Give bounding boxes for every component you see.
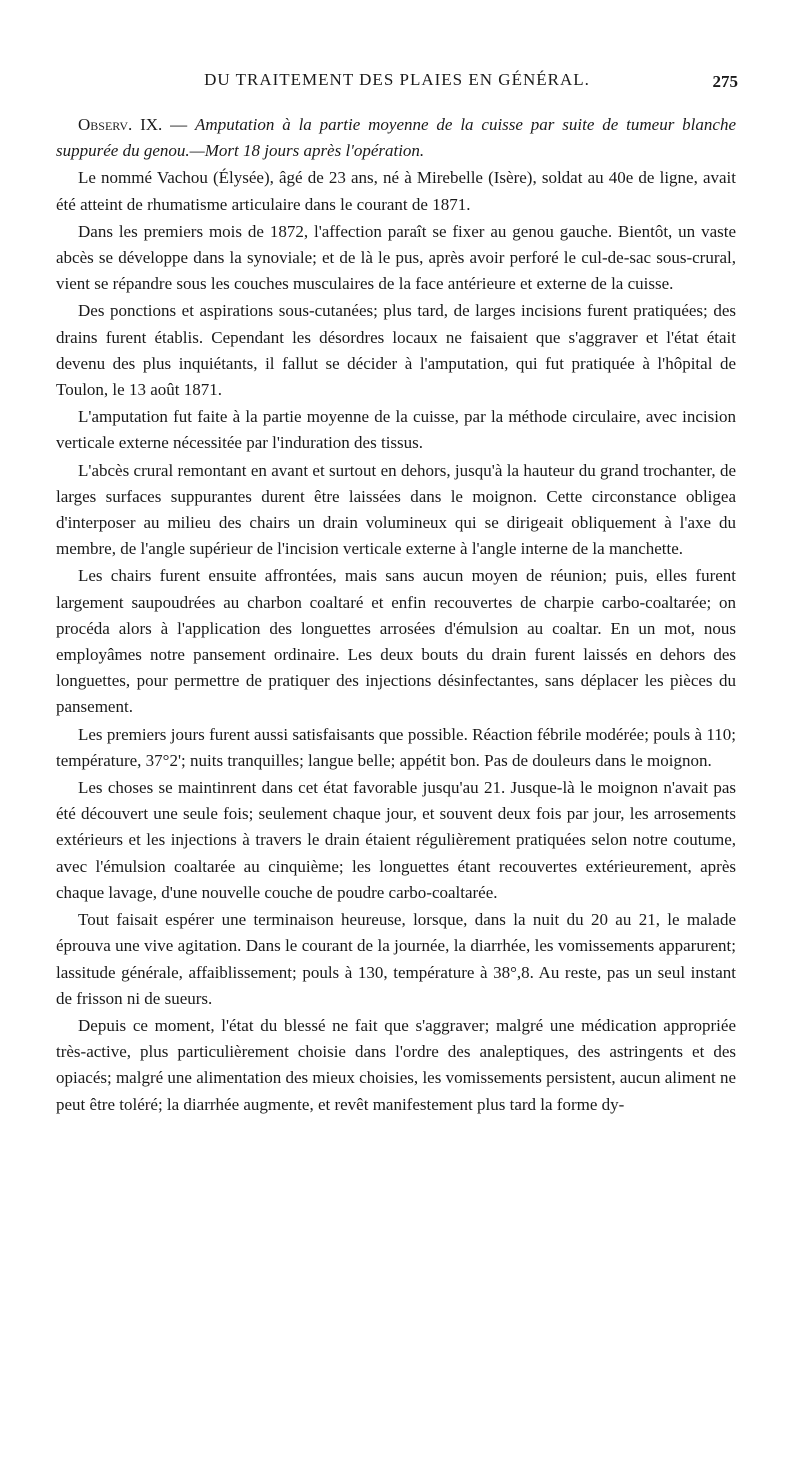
running-title: DU TRAITEMENT DES PLAIES EN GÉNÉRAL. <box>204 70 590 89</box>
paragraph-2: Dans les premiers mois de 1872, l'affection paraît se fixer au genou gauche. Bientôt, un vaste abcès se développe dans la synoviale; et de là le pus, après avoir perforé le cul-de-sac sous-crural, vient se répandre sous les couches musculaires de la face antérieure et externe de la cuisse. <box>56 221 736 294</box>
paragraph-10: Depuis ce moment, l'état du blessé ne fait que s'aggraver; malgré une médication appropriée très-active, plus particulièrement choisie dans l'ordre des analeptiques, des astringents et des opiacés; malgré une alimentation des mieux choisies, les vomissements persistent, aucun aliment ne peut être toléré; la diarrhée augmente, et revêt manifestement plus tard la forme dy- <box>56 1015 736 1114</box>
paragraph-8: Les choses se maintinrent dans cet état favorable jusqu'au 21. Jusque-là le moignon n'avait pas été découvert une seule fois; seulement chaque jour, et souvent deux fois par jour, les arrosements extérieurs et les injections à travers le drain étaient régulièrement pratiquées selon notre coutume, avec l'émulsion coaltarée au cinquième; les longuettes étant recouvertes extérieurement, après chaque lavage, d'une nouvelle couche de poudre carbo-coaltarée. <box>56 778 736 902</box>
observation-heading <box>56 112 736 164</box>
paragraph-1: Le nommé Vachou (Élysée), âgé de 23 ans, né à Mirebelle (Isère), soldat au 40e de ligne, avait été atteint de rhumatisme articulaire dans le courant de 1871. <box>56 168 736 214</box>
page-body <box>56 112 736 1119</box>
running-head <box>56 70 738 100</box>
paragraph-5: L'abcès crural remontant en avant et surtout en dehors, jusqu'à la hauteur du grand trochanter, de larges surfaces suppurantes durent être laissées dans le moignon. Cette circonstance obligea d'interposer au milieu des chairs un drain volumineux qui se dirigeait obliquement à l'axe du membre, de l'angle supérieur de l'incision verticale externe à l'angle interne de la manchette. <box>56 460 736 559</box>
paragraph-3: Des ponctions et aspirations sous-cutanées; plus tard, de larges incisions furent pratiquées; des drains furent établis. Cependant les désordres locaux ne faisaient que s'aggraver et l'état était devenu des plus inquiétants, il fallut se décider à l'amputation, qui fut pratiquée à l'hôpital de Toulon, le 13 août 1871. <box>56 301 736 400</box>
observation-title: Amputation à la partie moyenne de la cuisse par suite de tumeur blanche suppurée du genou.—Mort 18 jours après l'opération. <box>56 115 737 161</box>
observation-label: Observ. IX. — <box>78 115 196 134</box>
paragraph-9: Tout faisait espérer une terminaison heureuse, lorsque, dans la nuit du 20 au 21, le malade éprouva une vive agitation. Dans le courant de la journée, la diarrhée, les vomissements apparurent; lassitude générale, affaiblissement; pouls à 130, température à 38°,8. Au reste, pas un seul instant de frisson ni de sueurs. <box>56 910 736 1008</box>
paragraph-7: Les premiers jours furent aussi satisfaisants que possible. Réaction fébrile modérée; pouls à 110; température, 37°2'; nuits tranquilles; langue belle; appétit bon. Pas de douleurs dans le moignon. <box>56 724 736 770</box>
paragraph-4: L'amputation fut faite à la partie moyenne de la cuisse, par la méthode circulaire, avec incision verticale externe nécessitée par l'induration des tissus. <box>56 407 736 453</box>
page-number: 275 <box>712 72 738 91</box>
paragraph-6: Les chairs furent ensuite affrontées, mais sans aucun moyen de réunion; puis, elles furent largement saupoudrées au charbon coaltaré et enfin recouvertes de charpie carbo-coaltarée; on procéda alors à l'application des longuettes arrosées d'émulsion au coaltar. En un mot, nous employâmes notre pansement ordinaire. Les deux bouts du drain furent laissés en dehors des longuettes, pour permettre de pratiquer des injections désinfectantes, sans déplacer les pièces du pansement. <box>56 566 736 717</box>
